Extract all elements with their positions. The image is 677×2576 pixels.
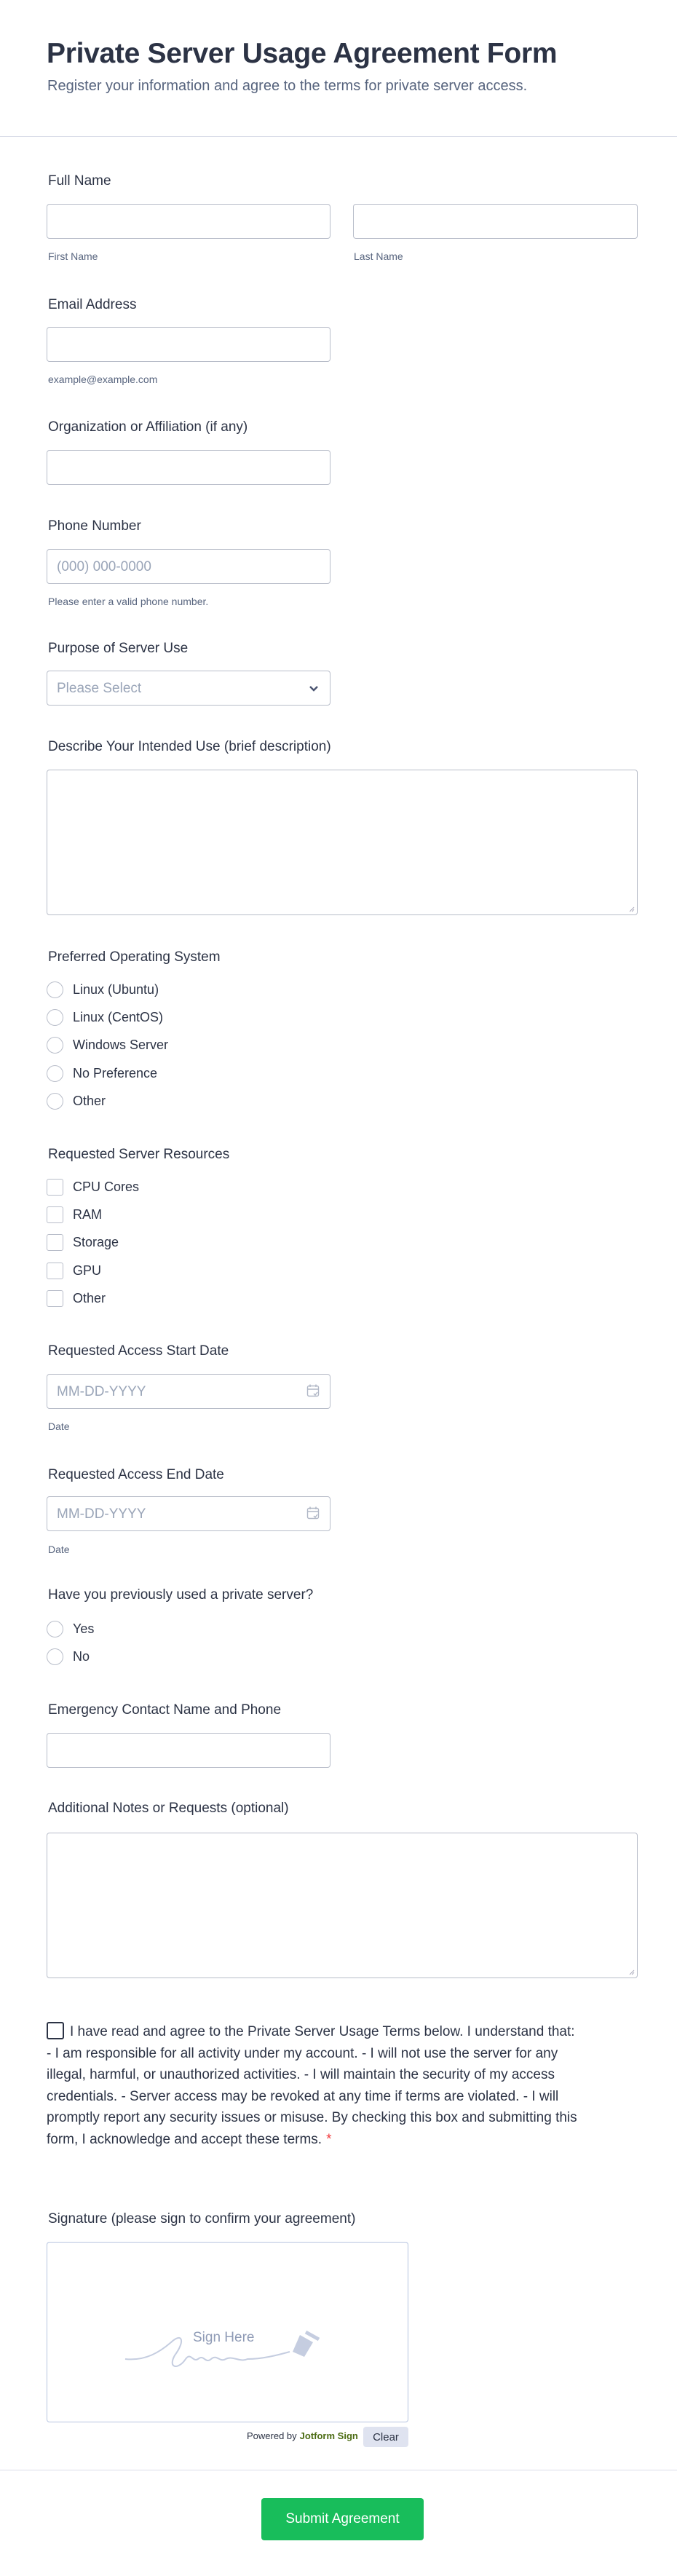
end-date-label: Requested Access End Date	[48, 1467, 224, 1482]
os-option[interactable]	[47, 979, 159, 1000]
checkbox[interactable]	[47, 1290, 63, 1307]
option-label: Storage	[73, 1234, 119, 1249]
option-label: Yes	[73, 1621, 95, 1636]
resource-option[interactable]	[47, 1260, 101, 1281]
os-label: Preferred Operating System	[48, 949, 221, 965]
emergency-input[interactable]	[47, 1733, 330, 1768]
purpose-select[interactable]	[47, 671, 330, 706]
last-name-input[interactable]	[353, 204, 638, 239]
terms-text: I have read and agree to the Private Server Usage Terms below. I understand that: - I am responsible for all activity under my account. - I will not use the server for any illegal, harmful, or unauthorized activities. - I will maintain the security of my access credentials. - Server access may be revoked at any time if terms are violated. - I will promptly report any security issues or misuse. By checking this box and submitting this form, I acknowledge and accept these terms.	[47, 2024, 577, 2147]
submit-button[interactable]: Submit Agreement	[261, 2498, 424, 2540]
radio-button[interactable]	[47, 1093, 63, 1110]
emergency-label: Emergency Contact Name and Phone	[48, 1702, 282, 1718]
start-date-placeholder: MM-DD-YYYY	[57, 1384, 146, 1399]
end-date-placeholder: MM-DD-YYYY	[57, 1506, 146, 1522]
previous-use-label: Have you previously used a private server?	[48, 1587, 314, 1603]
description-label: Describe Your Intended Use (brief description)	[48, 739, 331, 754]
option-label: Windows Server	[73, 1037, 169, 1052]
option-label: Linux (Ubuntu)	[73, 981, 159, 997]
email-sublabel: example@example.com	[48, 374, 158, 385]
purpose-label: Purpose of Server Use	[48, 641, 189, 656]
clear-signature-button[interactable]: Clear	[363, 2427, 408, 2447]
end-date-sublabel: Date	[48, 1544, 70, 1555]
os-option[interactable]	[47, 1063, 157, 1083]
checkbox[interactable]	[47, 1263, 63, 1279]
header-divider	[0, 136, 677, 137]
notes-textarea[interactable]	[47, 1833, 638, 1978]
resize-handle-icon[interactable]	[628, 1969, 635, 1975]
first-name-input[interactable]	[47, 204, 330, 239]
option-label: No	[73, 1648, 90, 1664]
radio-button[interactable]	[47, 1648, 63, 1665]
option-label: No Preference	[73, 1065, 158, 1080]
page-subtitle: Register your information and agree to the terms for private server access.	[47, 78, 528, 94]
sign-here-placeholder: Sign Here	[193, 2330, 255, 2345]
resource-option[interactable]	[47, 1288, 106, 1308]
resource-option[interactable]	[47, 1232, 119, 1252]
os-option[interactable]	[47, 1007, 163, 1027]
signature-pad[interactable]	[47, 2242, 408, 2422]
phone-input[interactable]	[47, 549, 330, 584]
required-mark: *	[326, 2131, 332, 2147]
full-name-label: Full Name	[48, 173, 111, 189]
powered-by-text: Powered by	[247, 2430, 297, 2441]
phone-label: Phone Number	[48, 518, 141, 534]
chevron-down-icon	[308, 681, 320, 695]
os-option[interactable]	[47, 1035, 168, 1055]
option-label: GPU	[73, 1263, 102, 1278]
radio-button[interactable]	[47, 1065, 63, 1082]
end-date-input[interactable]	[47, 1496, 330, 1531]
radio-button[interactable]	[47, 981, 63, 998]
radio-button[interactable]	[47, 1037, 63, 1054]
first-name-sublabel: First Name	[48, 250, 98, 262]
option-label: Other	[73, 1290, 106, 1305]
option-label: CPU Cores	[73, 1179, 140, 1194]
radio-button[interactable]	[47, 1621, 63, 1637]
radio-button[interactable]	[47, 1009, 63, 1026]
checkbox[interactable]	[47, 1234, 63, 1251]
notes-label: Additional Notes or Requests (optional)	[48, 1801, 289, 1816]
option-label: Linux (CentOS)	[73, 1009, 164, 1024]
signature-pen-icon	[124, 2319, 328, 2374]
option-label: RAM	[73, 1206, 102, 1222]
phone-helper: Please enter a valid phone number.	[48, 596, 209, 607]
jotform-sign-link[interactable]: Jotform Sign	[299, 2430, 358, 2441]
email-label: Email Address	[48, 297, 137, 312]
email-input[interactable]	[47, 327, 330, 362]
start-date-input[interactable]	[47, 1374, 330, 1409]
previous-use-option[interactable]	[47, 1646, 90, 1667]
purpose-selected: Please Select	[57, 681, 142, 696]
description-textarea[interactable]	[47, 770, 638, 915]
page-title: Private Server Usage Agreement Form	[47, 38, 558, 69]
calendar-icon[interactable]	[306, 1506, 320, 1520]
previous-use-option[interactable]	[47, 1619, 94, 1639]
os-option[interactable]	[47, 1091, 106, 1111]
resize-handle-icon[interactable]	[628, 906, 635, 912]
start-date-label: Requested Access Start Date	[48, 1343, 229, 1359]
organization-input[interactable]	[47, 450, 330, 485]
checkbox[interactable]	[47, 1179, 63, 1196]
resources-label: Requested Server Resources	[48, 1147, 230, 1162]
calendar-icon[interactable]	[306, 1383, 320, 1398]
phone-placeholder: (000) 000-0000	[57, 559, 151, 574]
last-name-sublabel: Last Name	[354, 250, 403, 262]
terms-agreement[interactable]	[47, 2021, 578, 2150]
organization-label: Organization or Affiliation (if any)	[48, 419, 248, 435]
option-label: Other	[73, 1093, 106, 1108]
resource-option[interactable]	[47, 1177, 139, 1197]
terms-checkbox[interactable]	[47, 2022, 64, 2039]
signature-label: Signature (please sign to confirm your agreement)	[48, 2211, 356, 2227]
resource-option[interactable]	[47, 1204, 102, 1225]
checkbox[interactable]	[47, 1206, 63, 1223]
powered-by	[247, 2430, 358, 2441]
start-date-sublabel: Date	[48, 1421, 70, 1432]
